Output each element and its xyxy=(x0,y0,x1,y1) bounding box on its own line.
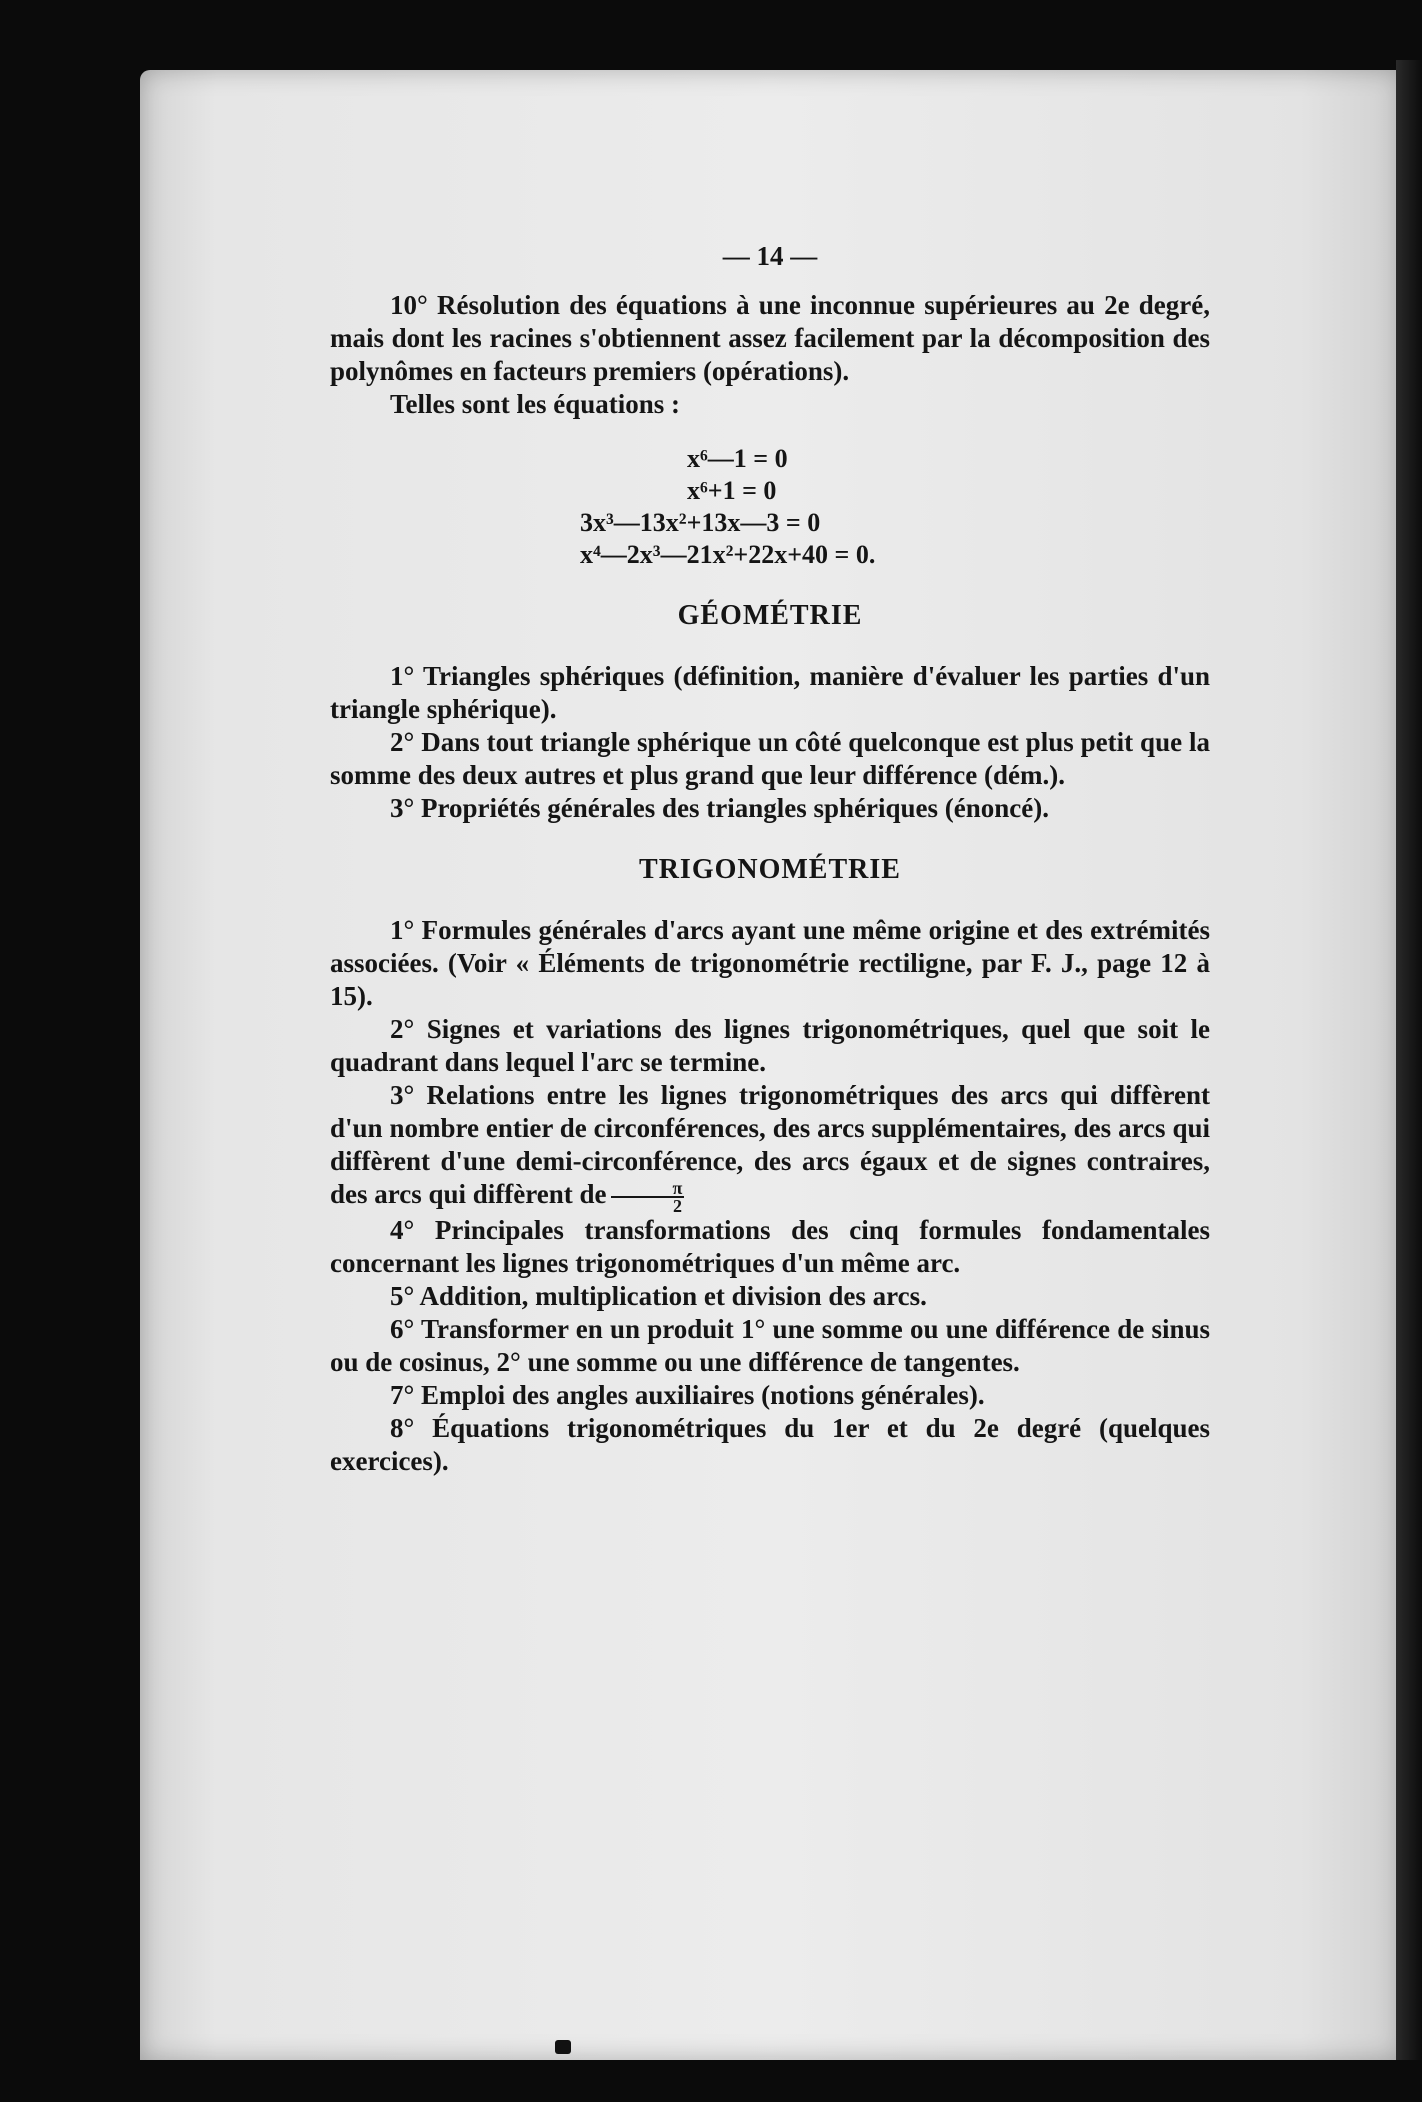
algebra-item-10: 10° Résolution des équations à une inconnue supérieures au 2e degré, mais dont les racines s'obtiennent assez facilement par la décomposition des polynômes en facteurs premiers (opérations). xyxy=(330,290,1210,386)
fraction-denominator: 2 xyxy=(672,1195,682,1216)
page-number: — 14 — xyxy=(722,241,818,271)
section-title-trigonometrie: TRIGONOMÉTRIE xyxy=(639,854,901,885)
trigonometrie-item: 6° Transformer en un produit 1° une somme ou une différence de sinus ou de cosinus, 2° une somme ou une différence de tangentes. xyxy=(330,1313,1210,1377)
geometrie-item: 3° Propriétés générales des triangles sphériques (énoncé). xyxy=(390,793,1049,823)
fraction-numerator: π xyxy=(611,1180,685,1198)
section-title-geometrie: GÉOMÉTRIE xyxy=(677,600,863,631)
trigonometrie-item: 5° Addition, multiplication et division des arcs. xyxy=(390,1280,927,1311)
equations-intro: Telles sont les équations : xyxy=(390,389,681,419)
geometrie-item: 2° Dans tout triangle sphérique un côté quelconque est plus petit que la somme des deux autres et plus grand que leur différence (dém.). xyxy=(330,727,1210,790)
trigonometrie-item: 2° Signes et variations des lignes trigonométriques, quel que soit le quadrant dans lequel l'arc se termine. xyxy=(330,1014,1210,1077)
ink-blot-mark xyxy=(555,2040,571,2054)
page-text-block xyxy=(330,240,1210,1478)
binding-edge xyxy=(1396,60,1422,2060)
geometrie-item: 1° Triangles sphériques (définition, manière d'évaluer les parties d'un triangle sphérique). xyxy=(330,661,1210,724)
equation: 3x³—13x²+13x—3 = 0 xyxy=(580,508,821,537)
trigonometrie-item-3-text: 3° Relations entre les lignes trigonométriques des arcs qui diffèrent d'un nombre entier de circonférences, des arcs supplémentaires, des arcs qui diffèrent d'une demi-circonférence, des arcs égaux et de signes contraires, des arcs qui diffèrent de xyxy=(330,1080,1210,1209)
equation: x⁶+1 = 0 xyxy=(687,476,777,505)
equation: x⁴—2x³—21x²+22x+40 = 0. xyxy=(580,540,876,569)
trigonometrie-item: 1° Formules générales d'arcs ayant une même origine et des extrémités associées. (Voir « Éléments de trigonométrie rectiligne, par F. J., page 12 à 15). xyxy=(330,915,1210,1011)
trigonometrie-item-3 xyxy=(330,1079,1210,1214)
trigonometrie-item: 8° Équations trigonométriques du 1er et du 2e degré (quelques exercices). xyxy=(330,1412,1210,1476)
trigonometrie-item: 4° Principales transformations des cinq formules fondamentales concernant les lignes trigonométriques d'un même arc. xyxy=(330,1214,1210,1278)
pi-over-two-fraction xyxy=(611,1177,685,1216)
trigonometrie-item: 7° Emploi des angles auxiliaires (notions générales). xyxy=(390,1379,985,1410)
equation: x⁶—1 = 0 xyxy=(687,444,788,473)
equation-list xyxy=(330,443,1210,571)
